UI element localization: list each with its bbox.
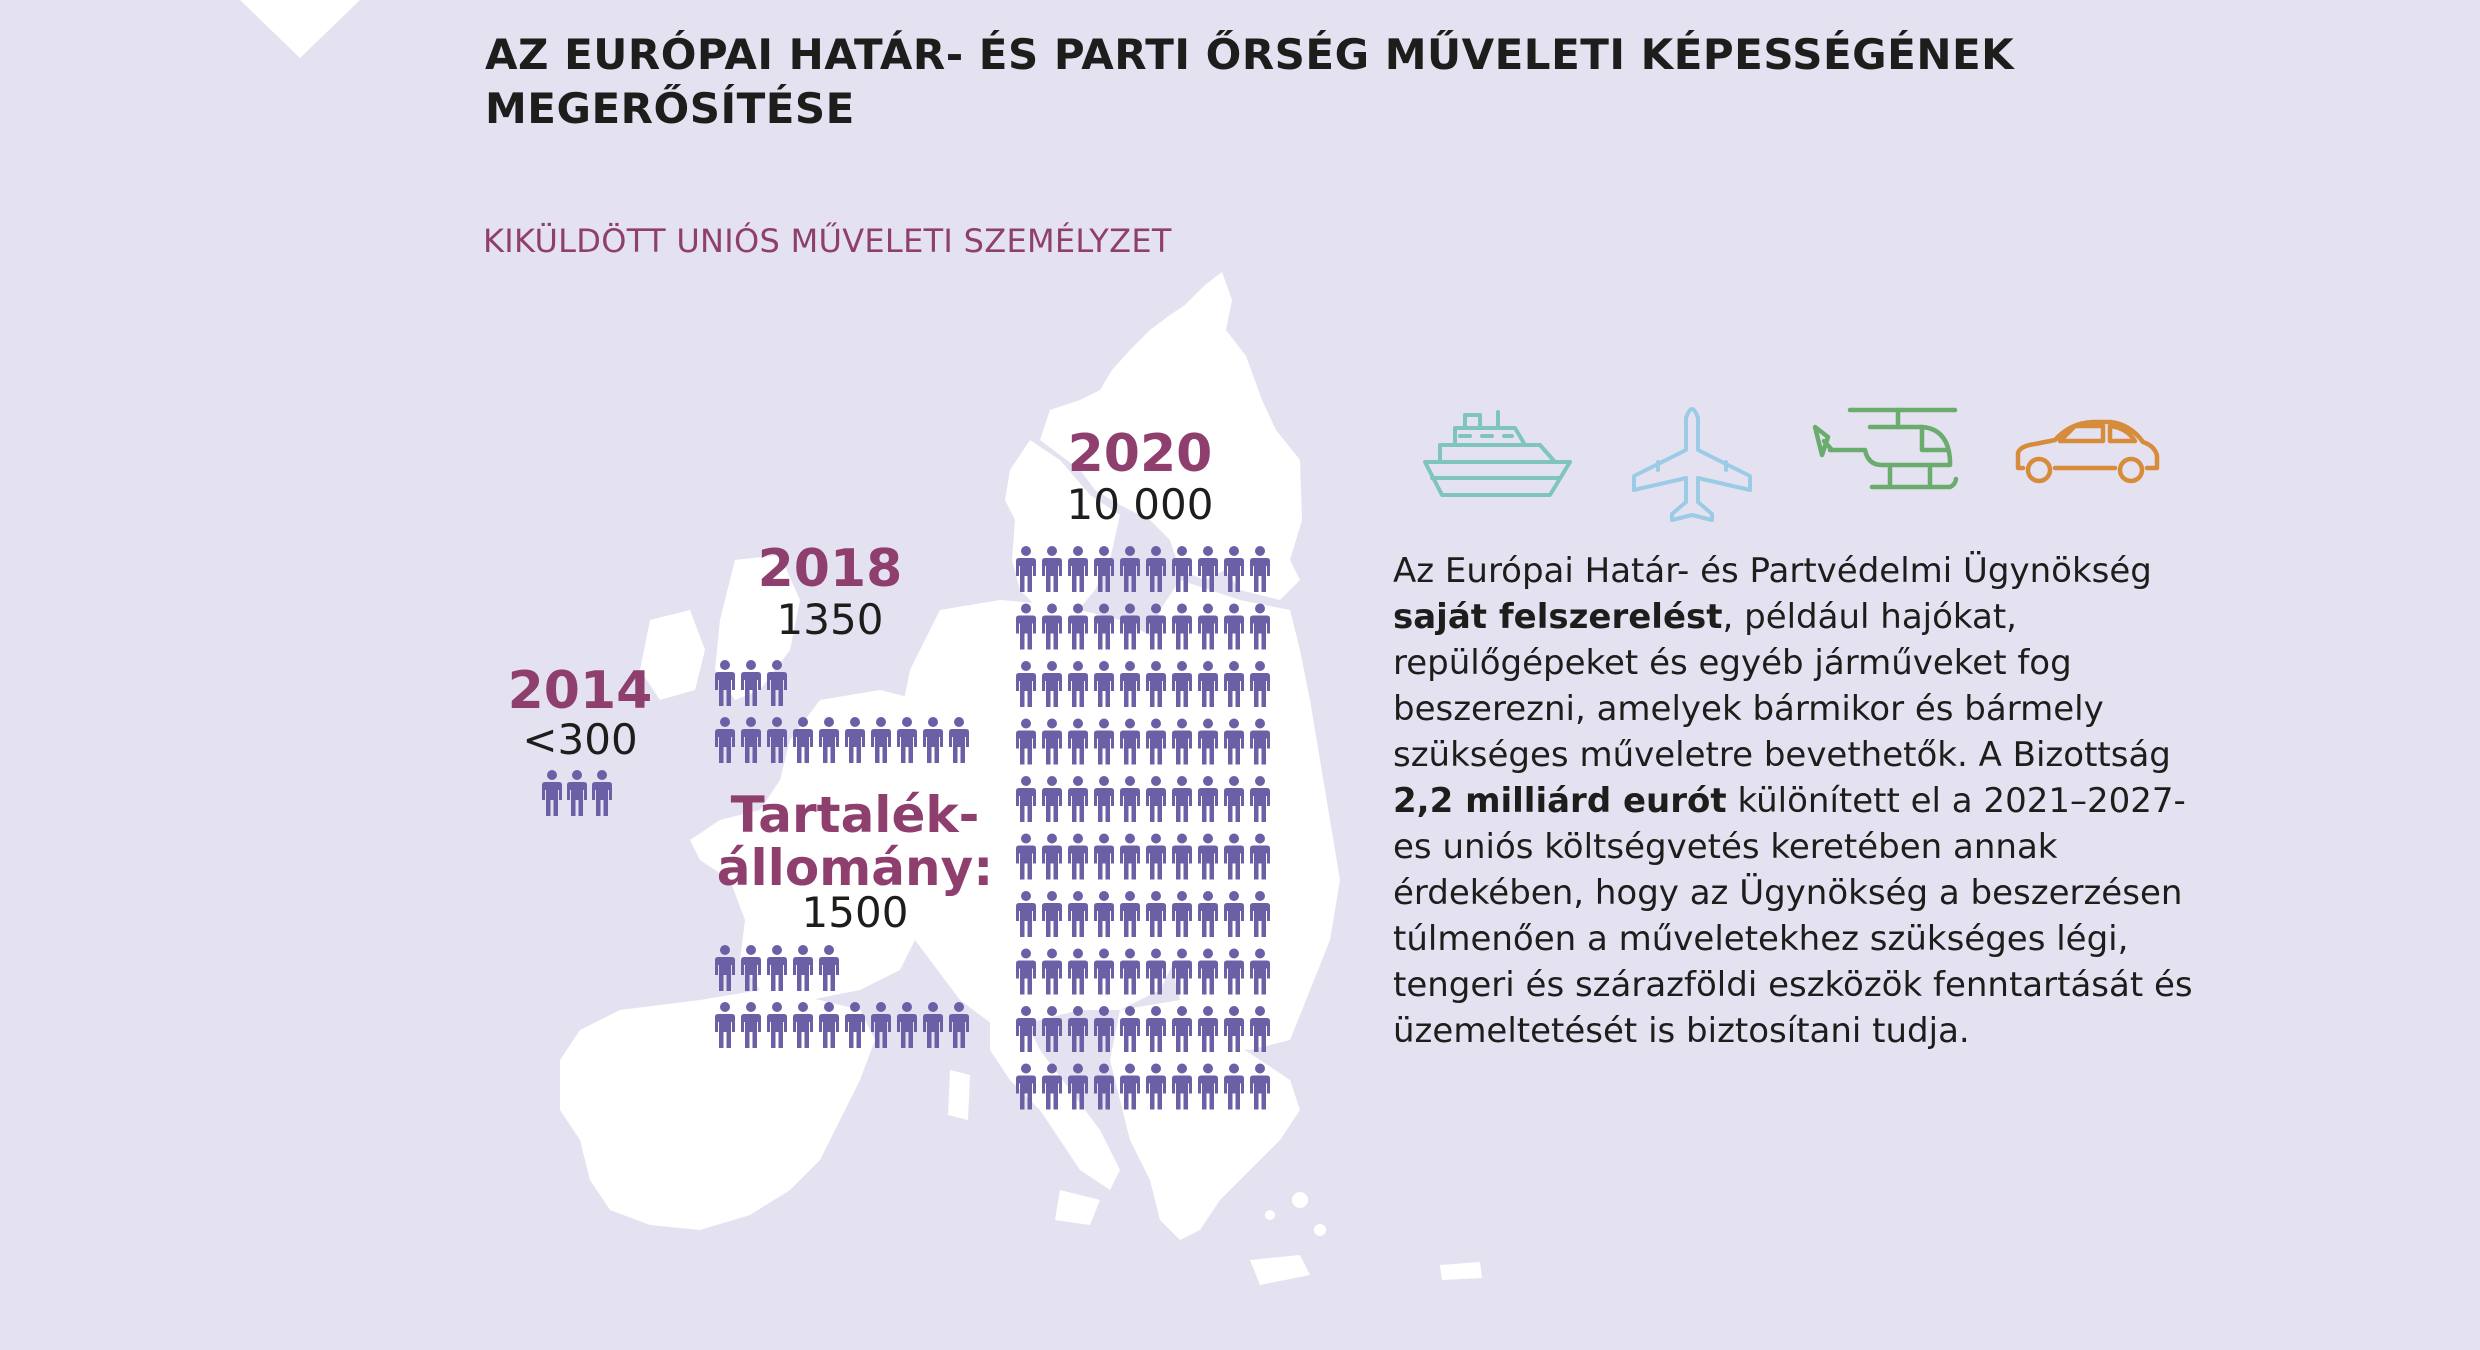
person-icon-2014 [592,770,612,816]
page-title: AZ EURÓPAI HATÁR- ÉS PARTI ŐRSÉG MŰVELETI KÉPESSÉGÉNEK MEGERŐSÍTÉSE [485,30,2015,133]
helicopter-icon [1810,405,1960,505]
description-paragraph [1393,548,2213,1054]
person-icon-2014 [567,770,587,816]
person-icon-reserve [923,1002,943,1048]
year-2018-label: 2018 [757,539,903,599]
count-2014-label: <300 [522,715,638,764]
description-bold-2: 2,2 milliárd eurót [1393,781,1727,821]
person-icon-2020 [1146,546,1166,592]
year-2014-label: 2014 [507,661,653,721]
count-2020-label: 10 000 [1066,480,1214,529]
count-2018-label: 1350 [776,595,884,644]
person-icon-2020 [1068,1006,1088,1052]
person-icon-2020 [1094,1006,1114,1052]
person-icon-reserve [949,1002,969,1048]
person-icon-2014 [542,770,562,816]
description-text-1: Az Európai Határ- és Partvédelmi Ügynökség [1393,551,2152,591]
year-2020-label: 2020 [1067,424,1213,484]
section-subtitle: KIKÜLDÖTT UNIÓS MŰVELETI SZEMÉLYZET [483,222,1172,260]
person-icon-2020 [1094,1064,1114,1110]
person-icon-2020 [1120,546,1140,592]
reserve-count-label: 1500 [801,888,909,937]
airplane-icon [1630,398,1755,523]
description-text-3: különített el a 2021–2027-es uniós költségvetés keretében annak érdekében, hogy az Ügynökség a beszerzésen túlmenően a műveletekhez szükséges légi, tengeri és szárazföldi eszközök fenntartását és üzemeltetését is biztosítani tudja. [1393,781,2193,1051]
person-icon-2018 [715,717,735,763]
description-text-2: , például hajókat, repülőgépeket és egyéb járműveket fog beszerezni, amelyek bármikor és bármely szükséges műveletre bevethetők. A Bizottság [1393,597,2171,775]
person-icon-2018 [767,717,787,763]
person-icon-reserve [897,1002,917,1048]
description-bold-1: saját felszerelést [1393,597,1723,637]
ship-icon [1420,410,1580,500]
reserve-label-line2: állomány: [716,839,994,897]
reserve-label-line1: Tartalék- [730,786,980,844]
person-icon-reserve [715,945,735,991]
person-icon-2018 [741,717,761,763]
car-icon [2015,418,2160,488]
